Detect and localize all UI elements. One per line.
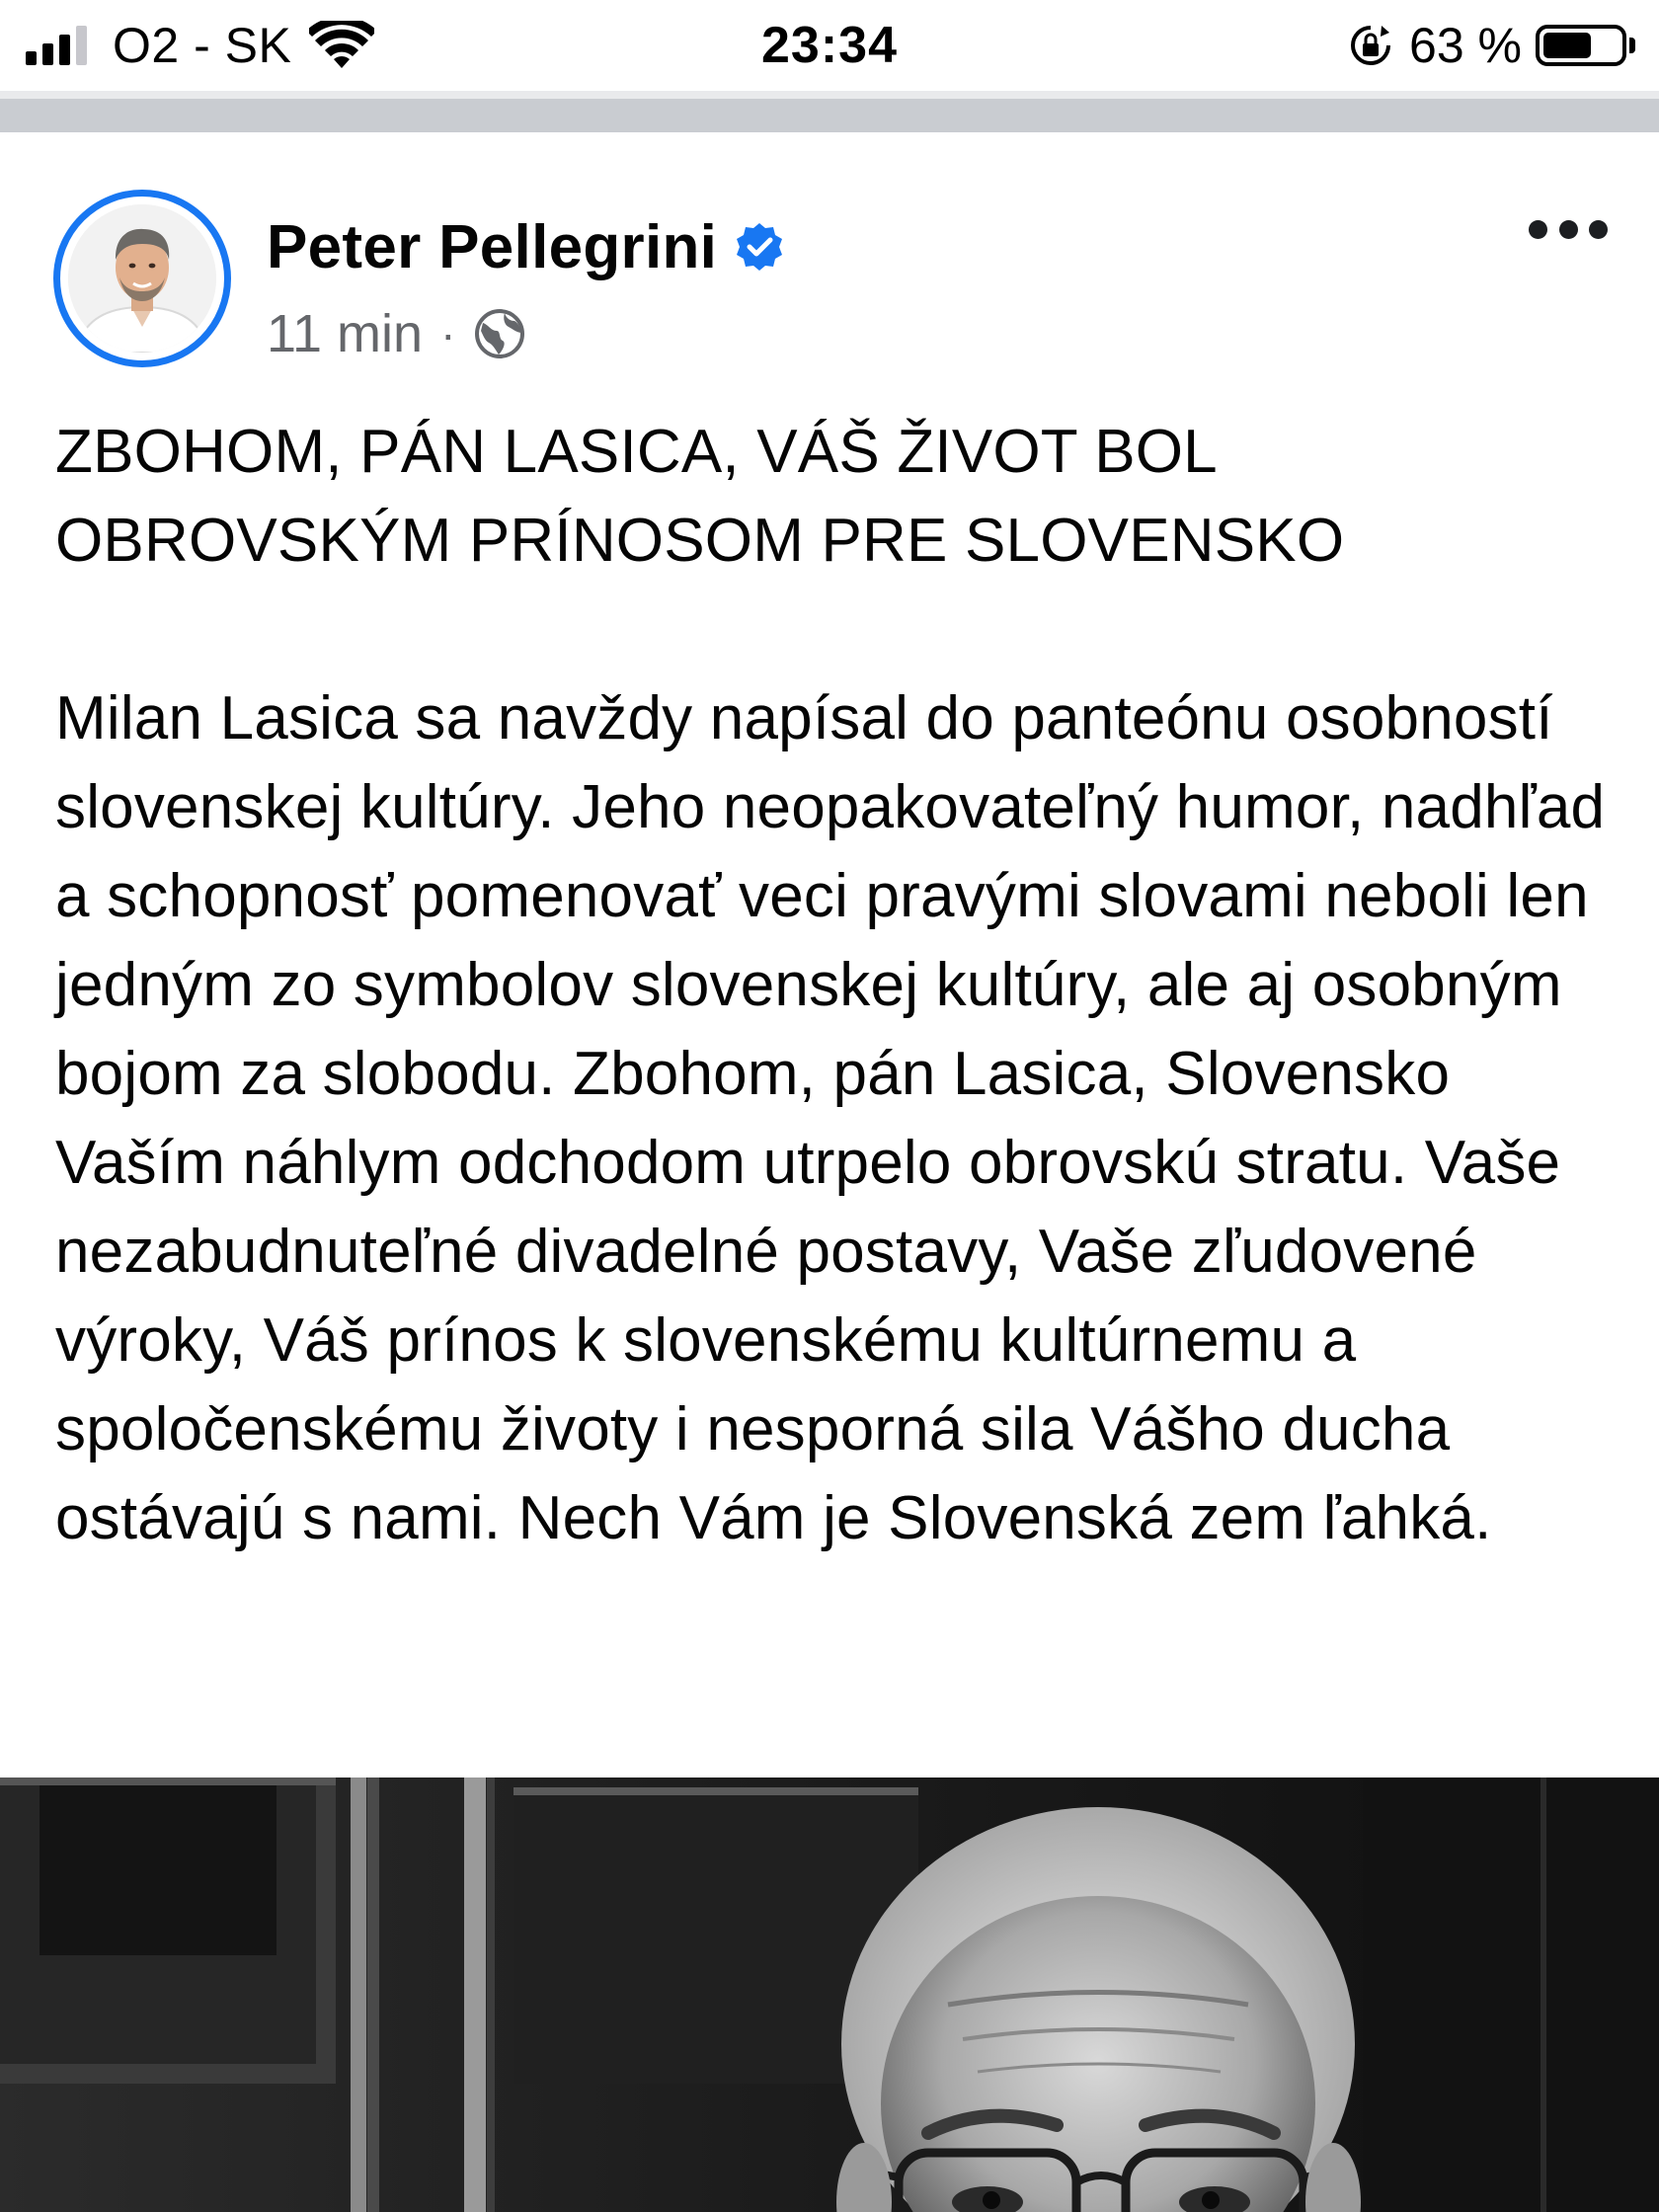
post-photo[interactable] — [0, 1778, 1659, 2212]
post-timestamp[interactable]: 11 min — [267, 304, 424, 363]
avatar-image — [68, 204, 216, 353]
battery-tip — [1629, 38, 1635, 53]
meta-separator: · — [440, 308, 456, 359]
clock: 23:34 — [761, 17, 898, 74]
feed-separator — [0, 99, 1659, 132]
rotation-lock-icon — [1348, 23, 1393, 68]
paragraph-spacer — [55, 586, 1625, 674]
avatar-story-ring[interactable] — [53, 190, 231, 367]
carrier-name: O2 - SK — [113, 18, 292, 73]
status-right — [1348, 14, 1635, 77]
portrait-photo — [0, 1778, 1659, 2212]
post-text — [55, 408, 1625, 1563]
author-row — [267, 207, 786, 286]
verified-badge-icon — [733, 220, 786, 274]
globe-icon[interactable] — [473, 307, 526, 360]
post-headline: ZBOHOM, PÁN LASICA, VÁŠ ŽIVOT BOL OBROVSKÝM PRÍNOSOM PRE SLOVENSKO — [55, 418, 1345, 575]
battery-fill — [1543, 33, 1591, 58]
more-options-icon[interactable] — [1529, 211, 1608, 247]
author-name[interactable]: Peter Pellegrini — [267, 212, 718, 281]
post-body: Milan Lasica sa navždy napísal do panteónu osobností slovenskej kultúry. Jeho neopakovateľný humor, nadhľad a schopnosť pomenovať veci pravými slovami neboli len jedným zo symbolov slovenskej kultúry, ale aj osobným bojom za slobodu. Zbohom, pán Lasica, Slovensko Vaším náhlym odchodom utrpelo obrovskú stratu. Vaše nezabudnuteľné divadelné postavy, Vaše zľudovené výroky, Váš prínos k slovenskému kultúrnemu a spoločenskému životy i nesporná sila Vášho ducha ostávajú s nami. Nech Vám je Slovenská zem ľahká. — [55, 684, 1606, 1552]
battery-percent: 63 % — [1409, 18, 1522, 73]
battery-icon — [1536, 25, 1626, 66]
divider-line — [0, 91, 1659, 99]
avatar[interactable] — [68, 204, 216, 353]
post-header — [0, 136, 1659, 373]
status-bar — [0, 0, 1659, 91]
post-meta — [267, 302, 526, 365]
